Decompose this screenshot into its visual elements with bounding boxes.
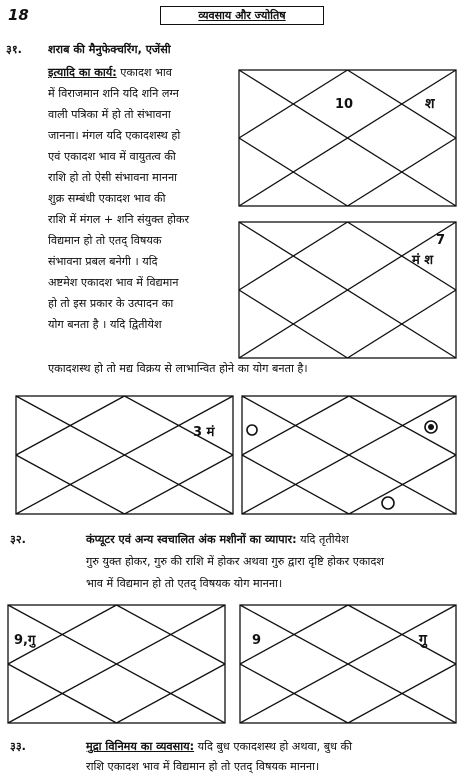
section-31-line-9: विद्यमान हो तो एतद् विषयक [48,234,162,247]
section-33-line-2: राशि एकादश भाव में विद्यमान हो तो एतद् विषयक मानना। [86,760,320,773]
section-31-line-5: एवं एकादश भाव में वायुतत्व की [48,150,176,163]
planet-circle-left [247,425,257,435]
section-31-line-10: संभावना प्रबल बनेगी । यदि [48,255,158,268]
section-31-lead: इत्यादि का कार्य: [48,66,117,79]
chart-1-sign: 10 [335,97,354,112]
chart-3-sign-planet: 3 मं [193,425,215,440]
section-31-line-8: राशि में मंगल + शनि संयुक्त होकर [48,213,190,226]
horoscope-chart-5 [8,605,225,723]
chart-6-planet: गु [419,632,427,648]
section-31-line-11: अष्टमेश एकादश भाव में विद्यमान [48,276,179,289]
section-31-line-12: हो तो इस प्रकार के उत्पादन का [48,297,174,310]
section-31-line-1 [48,63,172,84]
chart-1-planet: श [425,96,435,112]
horoscope-chart-3 [16,396,233,514]
horoscope-chart-4 [242,396,456,514]
section-31-line-4: जानना। मंगल यदि एकादशस्थ हो [48,129,181,142]
section-33-title: मुद्रा विनिमय का व्यवसाय: [86,740,195,753]
section-31-line-3: वाली पत्रिका में हो तो संभावना [48,108,171,121]
section-32-title: कंप्यूटर एवं अन्य स्वचालित अंक मशीनों का व्यापार: [86,533,297,546]
planet-circle-bottom [382,497,394,509]
horoscope-chart-2 [239,222,456,358]
section-32-number: ३२. [10,533,26,546]
section-32-line-1 [86,530,349,551]
section-31-line-6: राशि हो तो ऐसी संभावना मानना [48,171,178,184]
section-31-line-7: शुक्र सम्बंधी एकादश भाव की [48,192,166,205]
section-31-line-13: योग बनता है । यदि द्वितीयेश [48,318,162,331]
section-32-line-3: भाव में विद्यमान हो तो एतद् विषयक योग मानना। [86,577,283,590]
horoscope-chart-6 [240,605,456,723]
chart-6-sign: 9 [252,633,262,648]
running-header: व्यवसाय और ज्योतिष [160,6,324,25]
section-31-title: शराब की मैनुफेक्चरिंग, एजेंसी [48,43,171,56]
section-33-line-1 [86,737,352,758]
section-32-line-1-text: यदि तृतीयेश [300,533,349,546]
section-31-line-14: एकादशस्थ हो तो मद्य विक्रय से लाभान्वित होने का योग बनता है। [48,362,308,375]
chart-2-planet: मं श [412,253,434,268]
section-33-line-1-text: यदि बुध एकादशस्थ हो अथवा, बुध की [197,740,353,753]
horoscope-chart-1 [239,70,456,206]
section-32-line-2: गुरु युक्त होकर, गुरु की राशि में होकर अथवा गुरु द्वारा दृष्टि होकर एकादश [86,555,385,568]
section-31-line-1-text: एकादश भाव [120,66,173,79]
section-33-number: ३३. [10,740,26,753]
section-31-number: ३१. [6,43,22,56]
planet-dot-right [428,424,434,430]
chart-5-sign-planet: 9,गु [14,633,36,648]
chart-2-sign: 7 [436,233,446,248]
page-number: 18 [8,6,29,24]
section-31-line-2: में विराजमान शनि यदि शनि लग्न [48,87,179,100]
